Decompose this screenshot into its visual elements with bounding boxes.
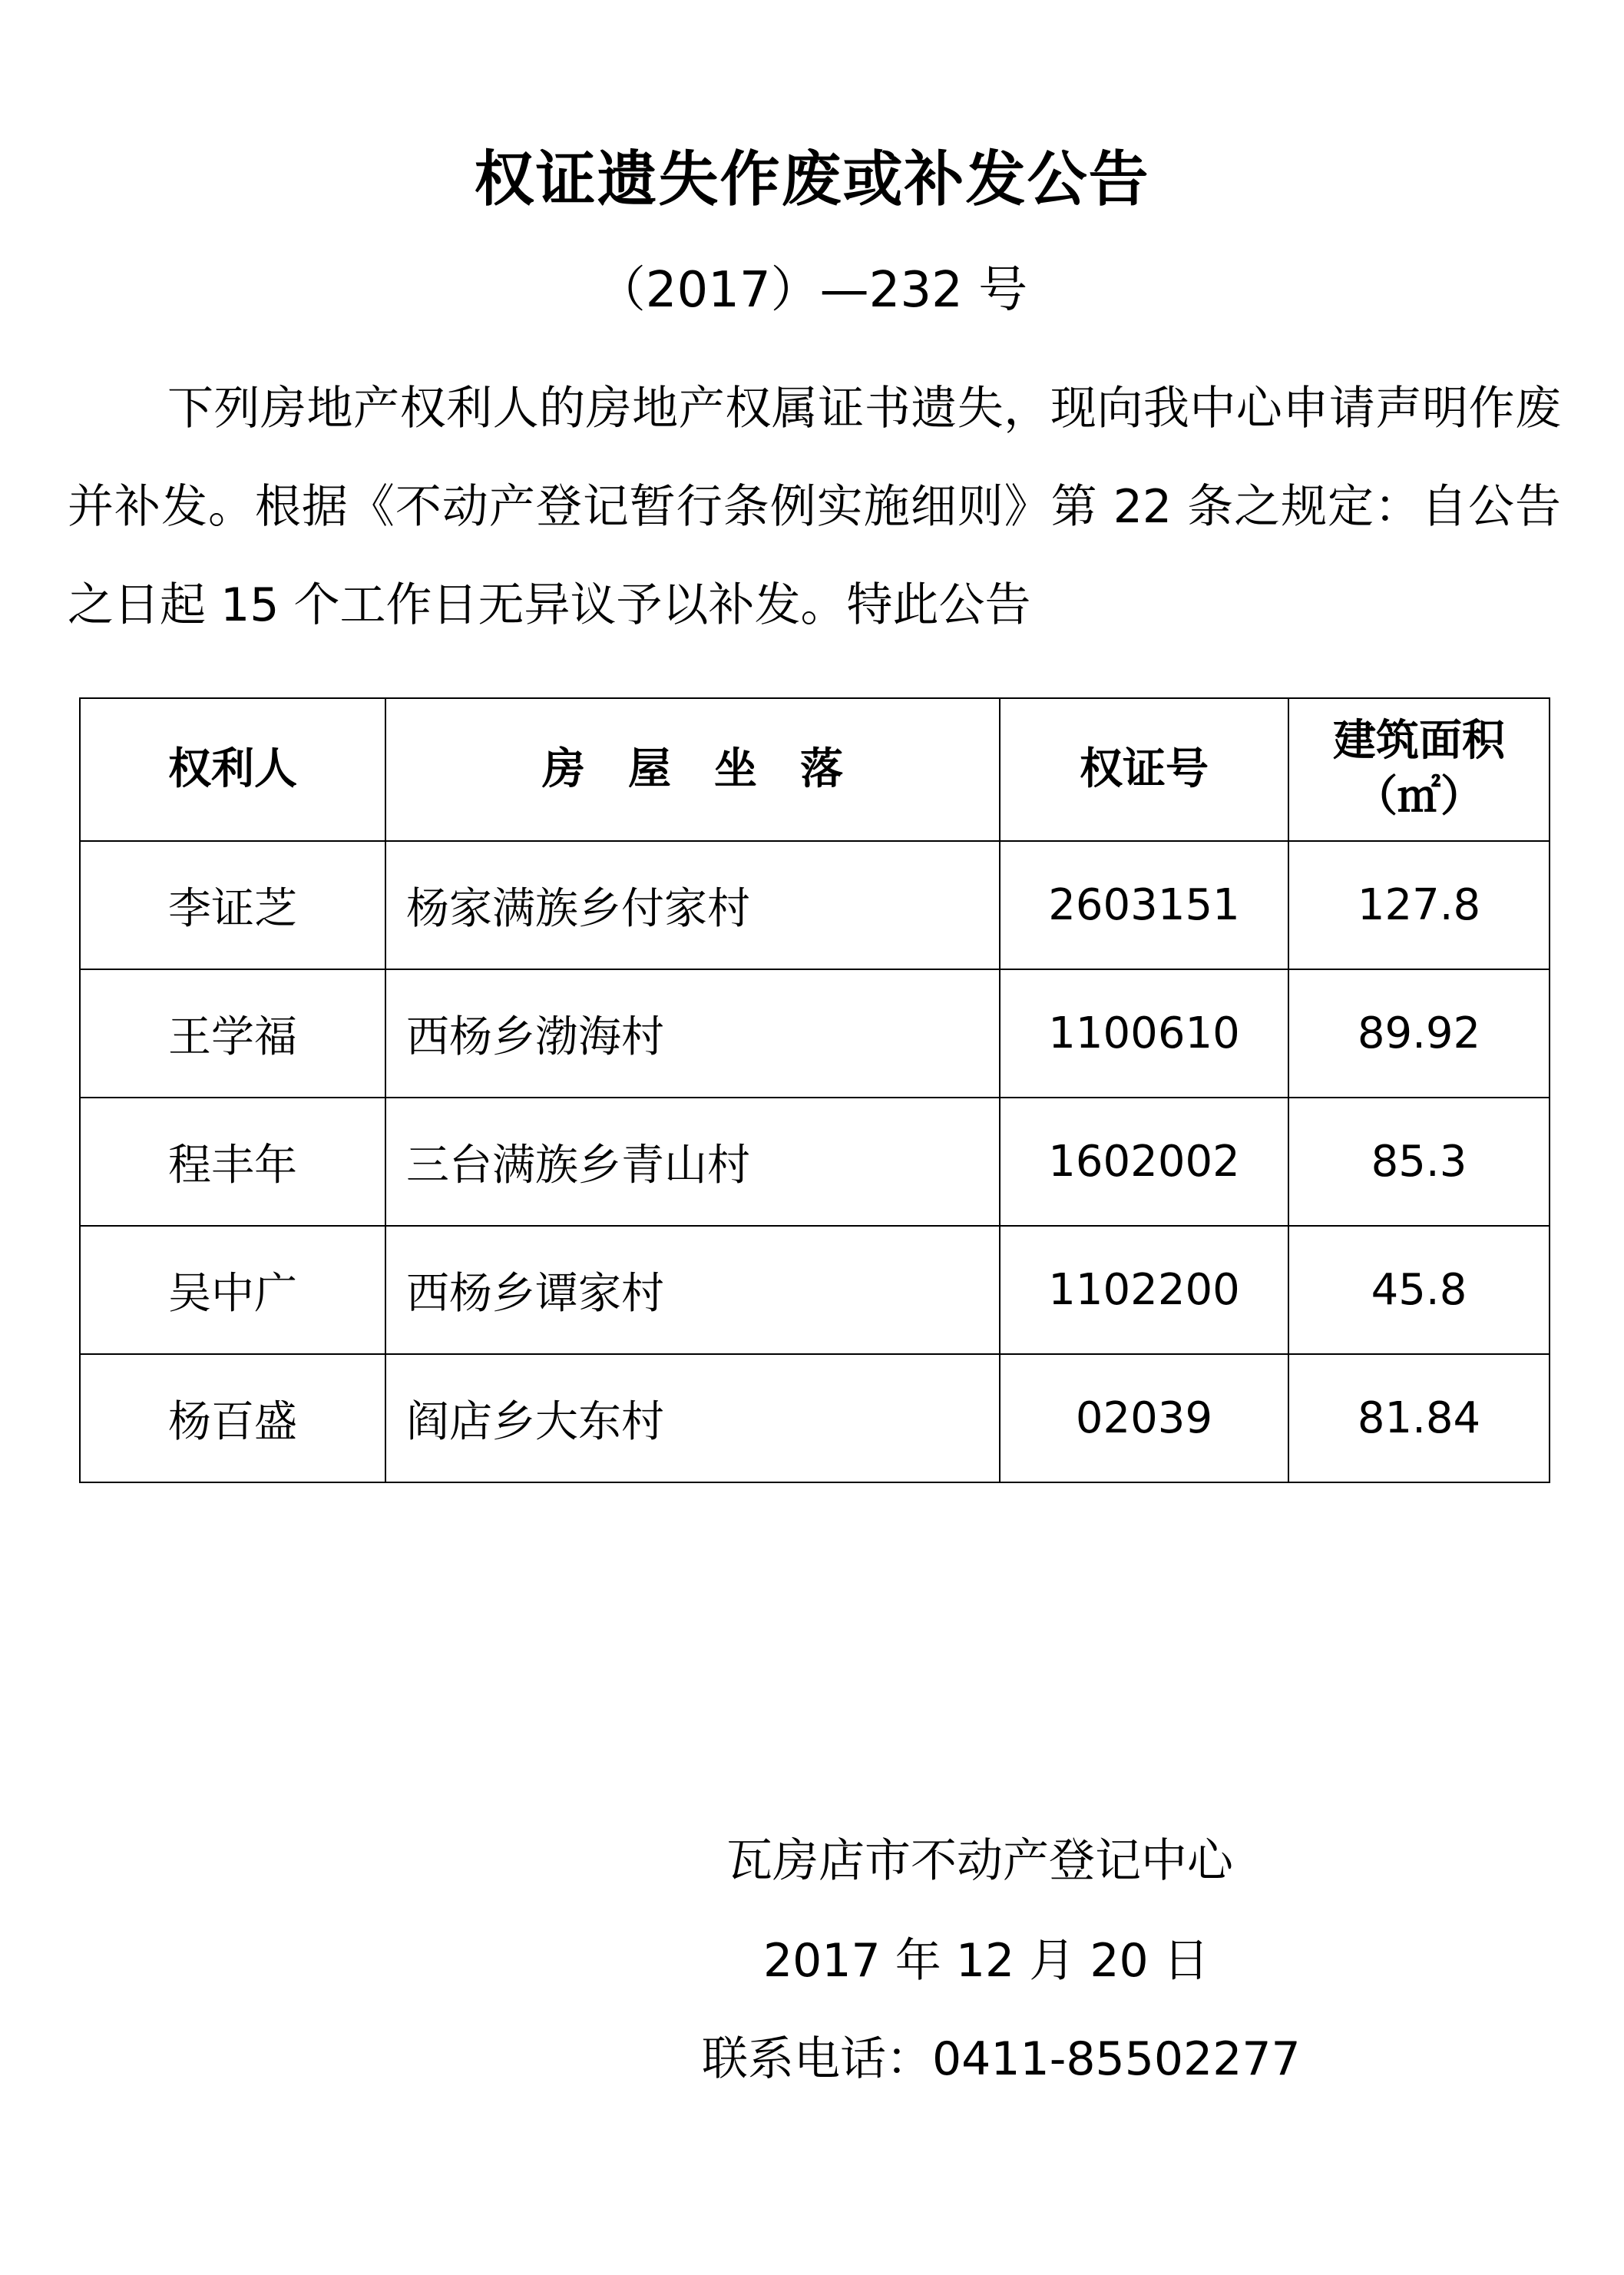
cell-area: 85.3 — [1288, 1098, 1550, 1226]
table-row — [80, 1354, 1550, 1482]
cell-location: 西杨乡渤海村 — [385, 969, 1000, 1098]
header-area — [1288, 698, 1550, 841]
cell-certificate: 1100610 — [1000, 969, 1288, 1098]
cell-area: 45.8 — [1288, 1226, 1550, 1354]
records-table — [79, 697, 1550, 1483]
cell-certificate: 2603151 — [1000, 841, 1288, 969]
table-row — [80, 841, 1550, 969]
cell-owner: 王学福 — [80, 969, 385, 1098]
cell-owner: 吴中广 — [80, 1226, 385, 1354]
cell-location: 杨家满族乡付家村 — [385, 841, 1000, 969]
cell-area: 89.92 — [1288, 969, 1550, 1098]
cell-certificate: 02039 — [1000, 1354, 1288, 1482]
header-certificate: 权证号 — [1000, 698, 1288, 841]
header-owner: 权利人 — [80, 698, 385, 841]
cell-owner: 李证芝 — [80, 841, 385, 969]
cell-location: 西杨乡谭家村 — [385, 1226, 1000, 1354]
table-row — [80, 1098, 1550, 1226]
table-row — [80, 1226, 1550, 1354]
header-area-line1: 建筑面积 — [1333, 716, 1505, 767]
notice-body: 下列房地产权利人的房地产权属证书遗失，现向我中心申请声明作废并补发。根据《不动产登记暂行条例实施细则》第 22 条之规定：自公告之日起 15 个工作日无异议予以补发。特此公告 — [68, 382, 1561, 632]
cell-area: 127.8 — [1288, 841, 1550, 969]
cell-certificate: 1102200 — [1000, 1226, 1288, 1354]
cell-owner: 杨百盛 — [80, 1354, 385, 1482]
signature-phone: 联系电话：0411-85502277 — [702, 2032, 1301, 2086]
header-location: 房 屋 坐 落 — [385, 698, 1000, 841]
notice-number: （2017）—232 号 — [596, 262, 1028, 319]
cell-area: 81.84 — [1288, 1354, 1550, 1482]
cell-location: 三台满族乡青山村 — [385, 1098, 1000, 1226]
table-row — [80, 969, 1550, 1098]
cell-owner: 程丰年 — [80, 1098, 385, 1226]
signature-organization: 瓦房店市不动产登记中心 — [726, 1834, 1233, 1888]
cell-location: 阎店乡大东村 — [385, 1354, 1000, 1482]
header-area-line2: （㎡） — [1354, 772, 1483, 822]
table-header-row — [80, 698, 1550, 841]
cell-certificate: 1602002 — [1000, 1098, 1288, 1226]
notice-title: 权证遗失作废或补发公告 — [474, 145, 1150, 214]
signature-date: 2017 年 12 月 20 日 — [763, 1934, 1209, 1988]
